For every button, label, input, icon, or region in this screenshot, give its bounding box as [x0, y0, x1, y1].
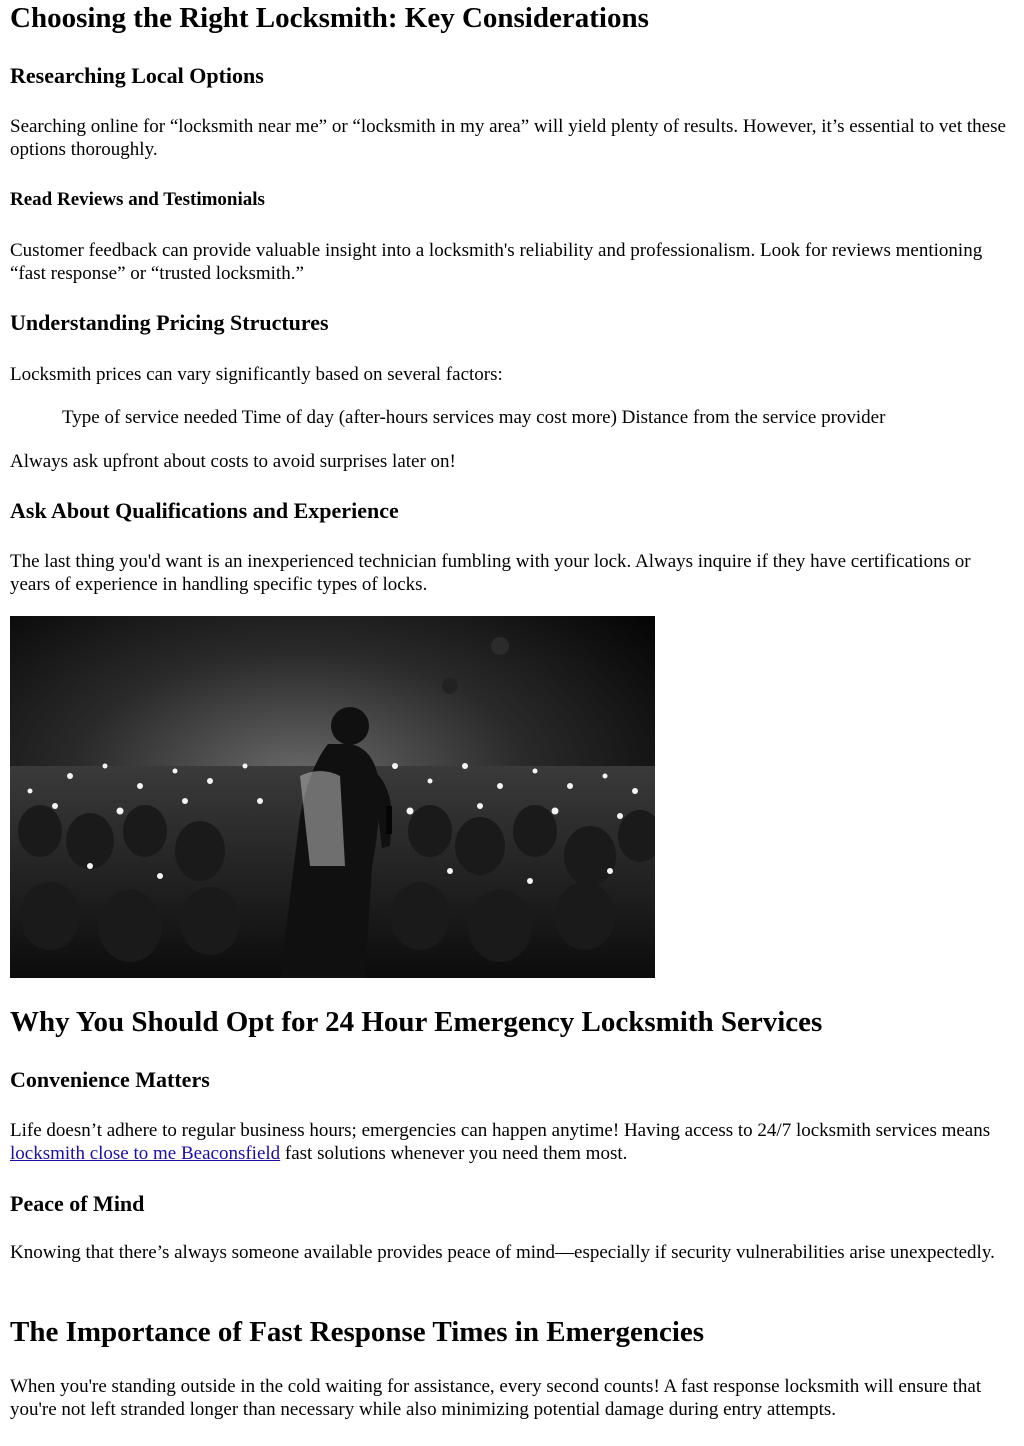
page-title: Choosing the Right Locksmith: Key Considerations: [10, 2, 649, 34]
paragraph-peace: Knowing that there’s always someone available provides peace of mind—especially if security vulnerabilities arise unexpectedly.: [10, 1242, 995, 1263]
heading-peace: Peace of Mind: [10, 1191, 145, 1216]
list-pricing-factors: Type of service needed Time of day (after-hours services may cost more) Distance from the service provider: [62, 407, 886, 428]
paragraph-researching: Searching online for “locksmith near me” or “locksmith in my area” will yield plenty of results. However, it’s essential to vet these options thoroughly.: [10, 116, 1006, 160]
paragraph-qualifications: The last thing you'd want is an inexperienced technician fumbling with your lock. Always inquire if they have certifications or years of experience in handling specific types of locks.: [10, 551, 971, 595]
beaconsfield-locksmith-link[interactable]: locksmith close to me Beaconsfield: [10, 1143, 281, 1164]
concert-photo-icon: [10, 616, 655, 978]
heading-pricing: Understanding Pricing Structures: [10, 310, 329, 335]
heading-emergency: Why You Should Opt for 24 Hour Emergency Locksmith Services: [10, 1006, 823, 1038]
paragraph-response: When you're standing outside in the cold waiting for assistance, every second counts! A fast response locksmith will ensure that you're not left stranded longer than necessary while also minimizing potential damage during entry attempts.: [10, 1376, 982, 1420]
heading-convenience: Convenience Matters: [10, 1067, 210, 1092]
paragraph-pricing-intro: Locksmith prices can vary significantly based on several factors:: [10, 364, 503, 385]
paragraph-reviews: Customer feedback can provide valuable insight into a locksmith's reliability and professionalism. Look for reviews mentioning “fast response” or “trusted locksmith.”: [10, 240, 983, 284]
heading-response: The Importance of Fast Response Times in Emergencies: [10, 1316, 705, 1348]
heading-reviews: Read Reviews and Testimonials: [10, 189, 265, 210]
paragraph-convenience-after: fast solutions whenever you need them most.: [280, 1143, 628, 1164]
paragraph-convenience-before: Life doesn’t adhere to regular business hours; emergencies can happen anytime! Having access to 24/7 locksmith services means: [10, 1120, 991, 1141]
heading-qualifications: Ask About Qualifications and Experience: [10, 498, 399, 523]
concert-photo: [10, 616, 655, 978]
paragraph-pricing-note: Always ask upfront about costs to avoid surprises later on!: [10, 451, 456, 472]
paragraph-convenience: [10, 1119, 1010, 1165]
heading-researching: Researching Local Options: [10, 63, 264, 88]
